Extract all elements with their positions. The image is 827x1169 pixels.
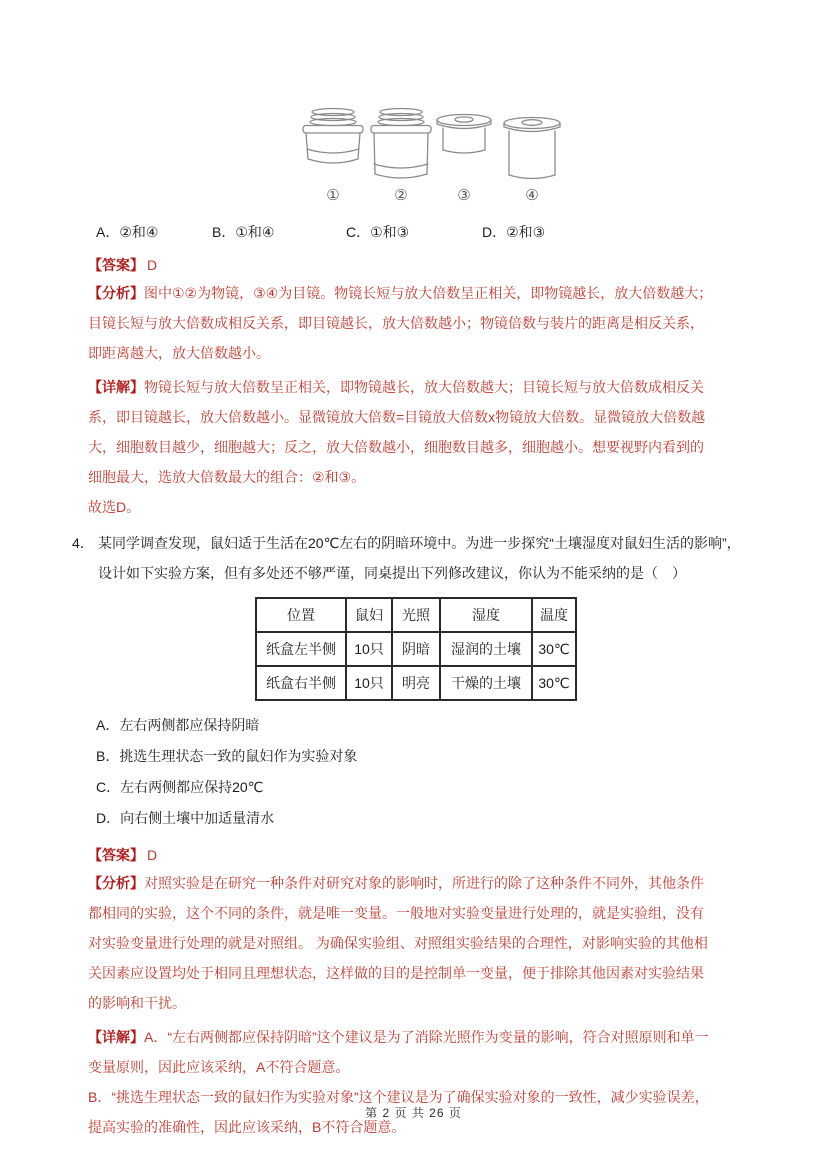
q3-detail-line-3: 大，细胞数目越少，细胞越大；反之，放大倍数越小，细胞数目越多，细胞越小。想要视野内看到的 — [88, 439, 704, 455]
q3-detail-label: 【详解】 — [88, 379, 144, 395]
cell-left-light: 阴暗 — [392, 632, 440, 666]
q3-analysis-line-2: 目镜长短与放大倍数成相反关系，即目镜越长，放大倍数越小；物镜倍数与装片的距离是相反关系， — [88, 315, 704, 331]
q3-answer-line — [88, 252, 755, 278]
q4-analysis-line-3: 对实验变量进行处理的就是对照组。 为确保实验组、对照组实验结果的合理性，对影响实验的其他相 — [88, 935, 708, 951]
header-position: 位置 — [256, 598, 346, 632]
q4-question — [72, 528, 755, 588]
q4-analysis-line-4: 关因素应设置均处于相同且理想状态，这样做的目的是控制单一变量，便于排除其他因素对实验结果 — [88, 965, 704, 981]
cell-right-temp: 30℃ — [532, 666, 576, 700]
q4-answer-line — [88, 842, 755, 868]
page-footer: 第 2 页 共 26 页 — [365, 1106, 462, 1120]
q4-answer-value: D — [147, 847, 158, 863]
q4-analysis-text-1: 对照实验是在研究一种条件对研究对象的影响时，所进行的除了这种条件不同外，其他条件 — [144, 875, 704, 891]
q4-question-line-1 — [72, 528, 755, 558]
q3-options — [96, 220, 755, 244]
q3-option-a: A．②和④ — [96, 224, 159, 240]
q3-analysis — [88, 278, 755, 368]
table-row — [256, 632, 576, 666]
q3-detail-text-1: 物镜长短与放大倍数呈正相关，即物镜越长，放大倍数越大；目镜长短与放大倍数成相反关 — [144, 379, 704, 395]
header-humidity: 湿度 — [440, 598, 532, 632]
q4-analysis-line-1 — [88, 868, 755, 898]
q4-detail — [88, 1022, 755, 1142]
q3-detail-line-5: 故选D。 — [88, 499, 141, 515]
q4-option-d: D．向右侧土壤中加适量清水 — [96, 810, 275, 826]
cell-right-humidity: 干燥的土壤 — [440, 666, 532, 700]
lens-label-3: ③ — [457, 187, 471, 204]
q3-option-d: D．②和③ — [482, 224, 546, 240]
q4-option-b: B．挑选生理状态一致的鼠妇作为实验对象 — [96, 748, 358, 764]
q3-detail-line-2: 系，即目镜越长，放大倍数越小。显微镜放大倍数=目镜放大倍数x物镜放大倍数。显微镜放大倍数越 — [88, 409, 706, 425]
q4-detail-line-3: B．“挑选生理状态一致的鼠妇作为实验对象”这个建议是为了确保实验对象的一致性，减少实验误差， — [88, 1089, 709, 1105]
q4-detail-line-1 — [88, 1022, 755, 1052]
experiment-table — [255, 597, 577, 701]
header-temperature: 温度 — [532, 598, 576, 632]
q3-detail-line-1 — [88, 372, 755, 402]
q4-options — [72, 710, 755, 834]
q4-detail-line-2: 变量原则，因此应该采纳，A不符合题意。 — [88, 1059, 350, 1075]
q3-answer-value: D — [147, 257, 158, 273]
cell-right-light: 明亮 — [392, 666, 440, 700]
lens-diagram-svg — [288, 104, 568, 186]
q4-number: 4． — [72, 535, 94, 551]
q3-answer-label: 【答案】 — [88, 257, 144, 273]
header-pillbugs: 鼠妇 — [346, 598, 392, 632]
header-light: 光照 — [392, 598, 440, 632]
q4-option-a: A．左右两侧都应保持阴暗 — [96, 717, 260, 733]
q3-detail-line-4: 细胞最大，选放大倍数最大的组合：②和③。 — [88, 469, 366, 485]
q4-question-text-1: 某同学调查发现，鼠妇适于生活在20℃左右的阴暗环境中。为进一步探究“土壤湿度对鼠妇生活的影响”， — [98, 535, 741, 551]
cell-left-count: 10只 — [346, 632, 392, 666]
lens-label-4: ④ — [525, 187, 539, 204]
q4-option-c: C．左右两侧都应保持20℃ — [96, 779, 264, 795]
cell-left-humidity: 湿润的土壤 — [440, 632, 532, 666]
q4-answer-label: 【答案】 — [88, 847, 144, 863]
q3-analysis-line-3: 即距离越大，放大倍数越小。 — [88, 345, 270, 361]
q4-detail-label: 【详解】 — [88, 1029, 144, 1045]
table-row — [256, 666, 576, 700]
q3-analysis-line-1 — [88, 278, 755, 308]
q3-analysis-label: 【分析】 — [88, 285, 144, 301]
cell-right-count: 10只 — [346, 666, 392, 700]
q4-analysis-line-5: 的影响和干扰。 — [88, 995, 186, 1011]
q3-analysis-text-1: 图中①②为物镜，③④为目镜。物镜长短与放大倍数呈正相关，即物镜越长，放大倍数越大； — [144, 285, 713, 301]
q4-analysis-label: 【分析】 — [88, 875, 144, 891]
cell-right-position: 纸盒右半侧 — [256, 666, 346, 700]
cell-left-temp: 30℃ — [532, 632, 576, 666]
cell-left-position: 纸盒左半侧 — [256, 632, 346, 666]
lens-label-2: ② — [394, 187, 408, 204]
q3-option-c: C．①和③ — [346, 224, 410, 240]
q4-detail-line-4: 提高实验的准确性，因此应该采纳，B不符合题意。 — [88, 1119, 406, 1135]
q4-question-line-2: 设计如下实验方案，但有多处还不够严谨，同桌提出下列修改建议，你认为不能采纳的是（ ） — [98, 565, 686, 581]
q3-detail — [88, 372, 755, 522]
q4-analysis-line-2: 都相同的实验，这个不同的条件，就是唯一变量。一般地对实验变量进行处理的，就是实验组，没有 — [88, 905, 704, 921]
lens-figure — [288, 104, 568, 210]
q4-detail-text-1: A．“左右两侧都应保持阴暗”这个建议是为了消除光照作为变量的影响，符合对照原则和单一 — [144, 1029, 709, 1045]
lens-label-1: ① — [326, 187, 340, 204]
table-header-row — [256, 598, 576, 632]
q4-analysis — [88, 868, 755, 1018]
q3-option-b: B．①和④ — [212, 224, 275, 240]
